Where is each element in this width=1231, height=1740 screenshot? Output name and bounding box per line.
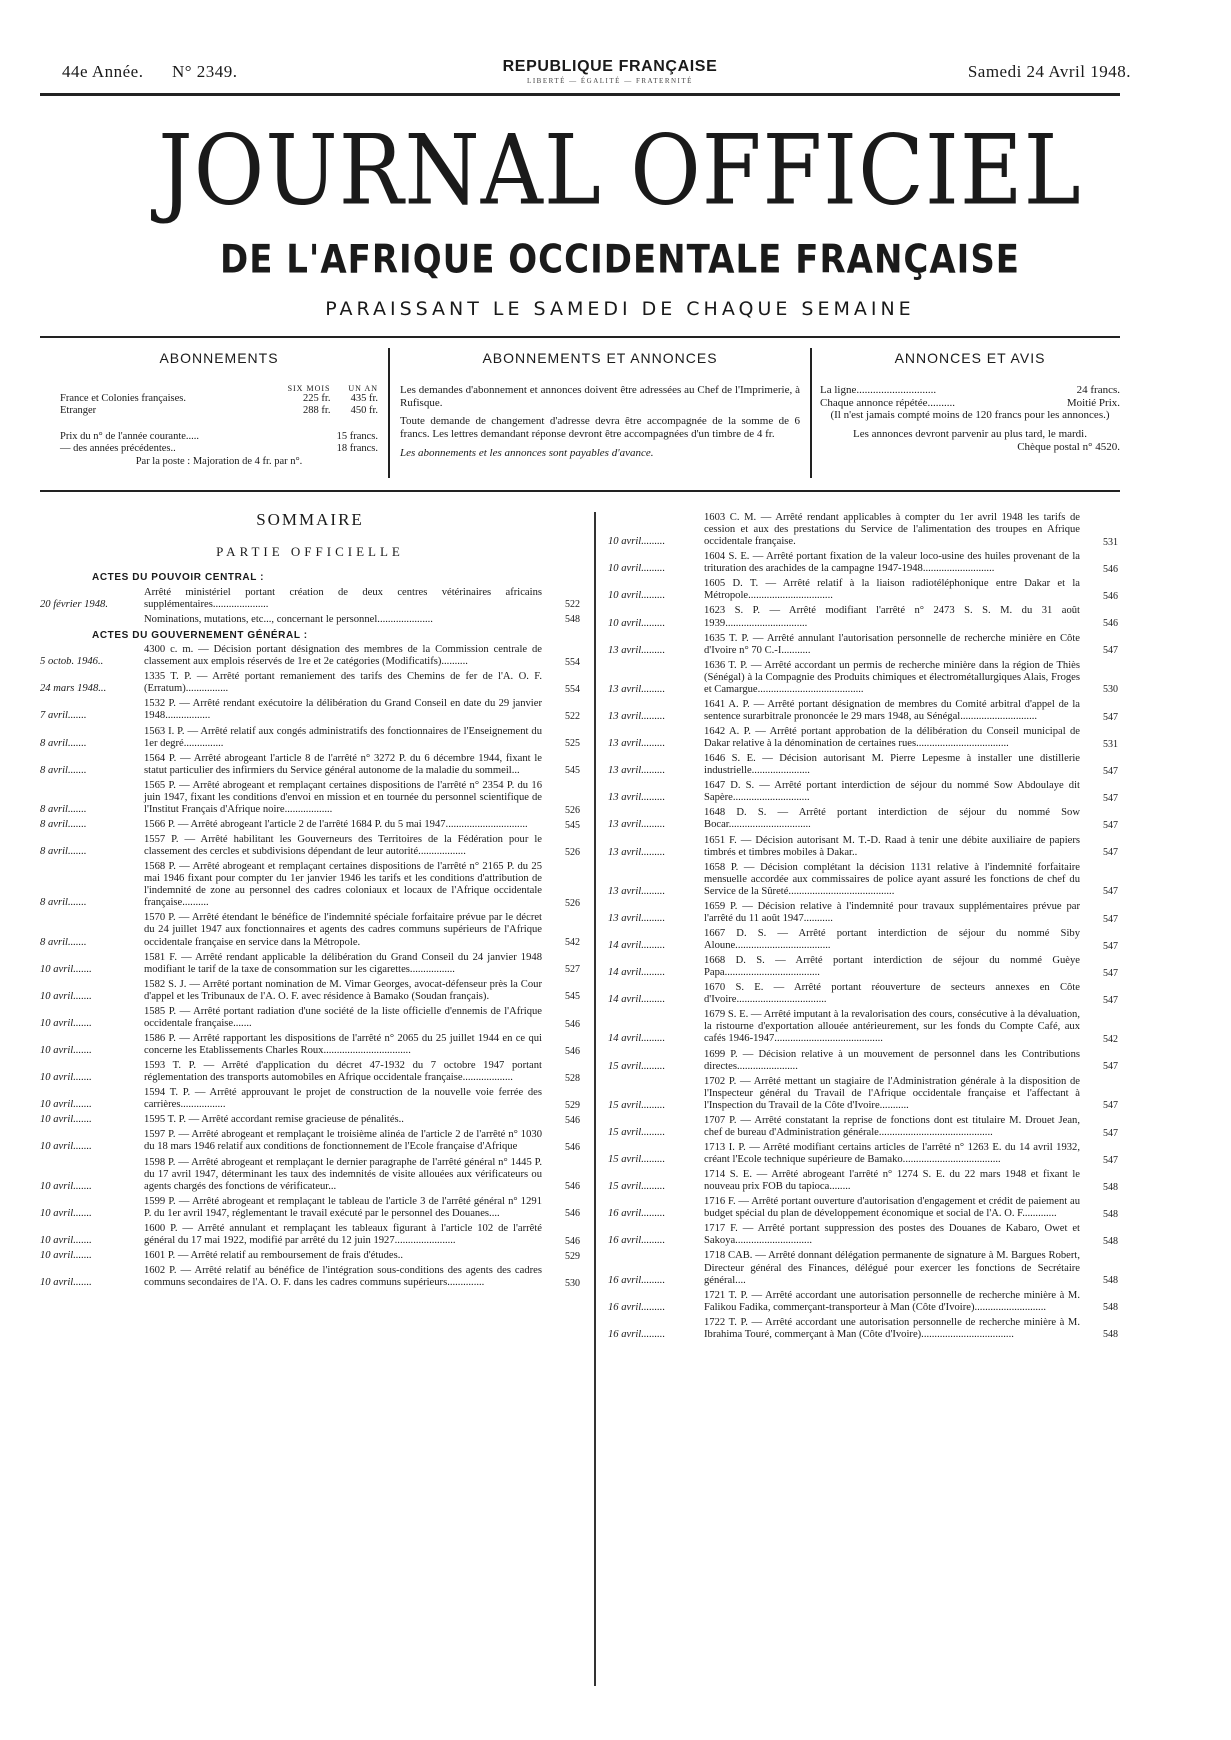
entry-text: 1646 S. E. — Décision autorisant M. Pierre Lepesme à installer une distillerie industrielle...................... bbox=[704, 753, 1080, 777]
entry-date: 16 avril......... bbox=[608, 1235, 666, 1247]
toc-entry bbox=[40, 1265, 580, 1289]
entry-text: 1699 P. — Décision relative à un mouvement de personnel dans les Contributions directes....................... bbox=[704, 1048, 1080, 1072]
republic-title: REPUBLIQUE FRANÇAISE bbox=[502, 58, 718, 75]
entry-date: 10 avril....... bbox=[40, 1045, 92, 1057]
issue-info bbox=[62, 62, 238, 82]
toc-entry bbox=[608, 578, 1118, 602]
masthead-rule bbox=[40, 336, 1120, 338]
entry-date: 10 avril....... bbox=[40, 1072, 92, 1084]
toc-entry bbox=[608, 633, 1118, 657]
entry-page: 529 bbox=[565, 1099, 580, 1111]
entry-text: 1585 P. — Arrêté portant radiation d'une société de la liste officielle d'ennemis de l'Afrique occidentale française....... bbox=[144, 1005, 542, 1029]
entry-date: 16 avril......... bbox=[608, 1274, 666, 1286]
entry-date: 13 avril......... bbox=[608, 738, 666, 750]
entry-page: 531 bbox=[1103, 536, 1118, 548]
entry-text: 1668 D. S. — Arrêté portant interdiction de séjour du nommé Guèye Papa.................................... bbox=[704, 955, 1080, 979]
entry-date: 10 avril......... bbox=[608, 563, 666, 575]
entry-text: 1532 P. — Arrêté rendant exécutoire la délibération du Grand Conseil en date du 29 janvier 1948................. bbox=[144, 698, 542, 722]
table-row: France et Colonies françaises. 225 fr. 435 fr. bbox=[60, 393, 378, 405]
ads-subscriptions-title: ABONNEMENTS ET ANNONCES bbox=[482, 350, 718, 366]
entry-text: 1636 T. P. — Arrêté accordant un permis de recherche minière dans la région de Thiès (Sénégal) à la Compagnie des Produits chimiques et électrométallurgiques Alais, Froges et Camargue........................................ bbox=[704, 659, 1080, 695]
entry-date: 10 avril......... bbox=[608, 590, 666, 602]
toc-entry bbox=[40, 1129, 580, 1153]
entry-page: 547 bbox=[1103, 765, 1118, 777]
toc-entry bbox=[608, 512, 1118, 548]
entry-text: 1707 P. — Arrêté constatant la reprise de fonctions dont est titulaire M. Drouet Jean, chef de bureau d'Administration générale........................................... bbox=[704, 1114, 1080, 1138]
entry-text: 1605 D. T. — Arrêté relatif à la liaison radiotéléphonique entre Dakar et la Métropole................................ bbox=[704, 578, 1080, 602]
republic-block bbox=[460, 58, 760, 85]
entry-page: 548 bbox=[1103, 1181, 1118, 1193]
entry-date: 15 avril......... bbox=[608, 1181, 666, 1193]
entry-text: 1714 S. E. — Arrêté abrogeant l'arrêté n° 1274 S. E. du 22 mars 1948 et fixant le nouveau prix FOB du tapioca........ bbox=[704, 1169, 1080, 1193]
toc-entry bbox=[608, 982, 1118, 1006]
issue-number: N° 2349. bbox=[171, 62, 238, 81]
toc-entry bbox=[40, 644, 580, 668]
entry-page: 554 bbox=[565, 684, 580, 696]
entry-page: 522 bbox=[565, 711, 580, 723]
entry-page: 548 bbox=[1103, 1275, 1118, 1287]
entry-text: 1568 P. — Arrêté abrogeant et remplaçant certaines dispositions de l'arrêté n° 2165 P. du 25 mai 1946 fixant pour compter du 1er janvier 1946 les tarifs et les conditions d'attribution de l'indemnité de zone au personnel des cadres coloniaux et locaux de l'Afrique occidentale française.......... bbox=[144, 861, 542, 909]
entry-date: 10 avril....... bbox=[40, 990, 92, 1002]
entry-text: 1603 C. M. — Arrêté rendant applicables à compter du 1er avril 1948 les tarifs de cession et aux des prestations du Service de l'alimentation des troupes en Afrique occidentale française. bbox=[704, 512, 1080, 548]
entry-text: 1702 P. — Arrêté mettant un stagiaire de l'Administration générale à la disposition de l'Inspecteur général du Travail de l'Afrique occidentale française et l'affectant à l'Inspection du Travail de la Côte d'Ivoire........... bbox=[704, 1075, 1080, 1111]
entry-text: 1713 I. P. — Arrêté modifiant certains articles de l'arrêté n° 1263 E. du 14 avril 1932, créant l'Ecole technique supérieure de Bamako..................................... bbox=[704, 1141, 1080, 1165]
entry-text: 1582 S. J. — Arrêté portant nomination de M. Vimar Georges, avocat-défenseur près la Cour d'appel et les Tribunaux de l'A. O. F. avec résidence à Bamako (Soudan français). bbox=[144, 978, 542, 1002]
entry-text: 1599 P. — Arrêté abrogeant et remplaçant le tableau de l'article 3 de l'arrêté général n° 1291 P. du 1er avril 1947, réglementant le travail exécuté par le personnel des Douanes.... bbox=[144, 1195, 542, 1219]
postal-surcharge: Par la poste : Majoration de 4 fr. par n°. bbox=[135, 455, 303, 467]
entry-page: 548 bbox=[1103, 1208, 1118, 1220]
entry-date: 15 avril......... bbox=[608, 1060, 666, 1072]
toc-entry bbox=[40, 1060, 580, 1084]
entry-date: 24 mars 1948... bbox=[40, 683, 107, 695]
entry-date: 13 avril......... bbox=[608, 644, 666, 656]
toc-entry bbox=[608, 1142, 1118, 1166]
entry-text: 1679 S. E. — Arrêté imputant à la revalorisation des cours, consécutive à la dévaluation, la ristourne d'exportation allouée antérieurement, sur les fonds du Compte Café, aux cafés 1946-1947......................................... bbox=[704, 1009, 1080, 1045]
issue-date: Samedi 24 Avril 1948. bbox=[967, 62, 1131, 81]
toc-entry bbox=[40, 1157, 580, 1193]
masthead-tagline: PARAISSANT LE SAMEDI DE CHAQUE SEMAINE bbox=[325, 298, 915, 320]
toc-entry bbox=[40, 780, 580, 816]
entry-date: 13 avril......... bbox=[608, 792, 666, 804]
entry-text: 1601 P. — Arrêté relatif au remboursement de frais d'études.. bbox=[144, 1249, 404, 1261]
entry-date: 10 avril....... bbox=[40, 1017, 92, 1029]
subscriptions-box bbox=[60, 350, 378, 480]
entry-date: 10 avril....... bbox=[40, 1277, 92, 1289]
entry-page: 548 bbox=[1103, 1236, 1118, 1248]
postal-check: Chèque postal n° 4520. bbox=[1017, 440, 1120, 453]
toc-entry bbox=[40, 671, 580, 695]
entry-date: 14 avril......... bbox=[608, 1033, 666, 1045]
entry-date: 8 avril....... bbox=[40, 764, 87, 776]
entry-text: 1566 P. — Arrêté abrogeant l'article 2 de l'arrêté 1684 P. du 5 mai 1947............................... bbox=[144, 818, 528, 830]
entry-text: 1595 T. P. — Arrêté accordant remise gracieuse de pénalités.. bbox=[144, 1114, 404, 1126]
entry-page: 547 bbox=[1103, 1154, 1118, 1166]
entry-text: 1600 P. — Arrêté annulant et remplaçant les tableaux figurant à l'article 102 de l'arrêté général du 17 mai 1922, modifié par arrêté du 12 juin 1927....................... bbox=[144, 1222, 542, 1246]
toc-entry bbox=[608, 928, 1118, 952]
toc-entry bbox=[608, 1076, 1118, 1112]
toc-left-column bbox=[40, 510, 580, 1292]
toc-title: SOMMAIRE bbox=[256, 510, 364, 529]
entry-date: 13 avril......... bbox=[608, 710, 666, 722]
table-row: Etranger 288 fr. 450 fr. bbox=[60, 405, 378, 417]
entry-text: 1718 CAB. — Arrêté donnant délégation permanente de signature à M. Bargues Robert, Directeur général des Finances, délégué pour exercer les fonctions de Secrétaire général.... bbox=[704, 1250, 1080, 1286]
entry-page: 546 bbox=[1103, 563, 1118, 575]
republic-motto: LIBERTÉ — ÉGALITÉ — FRATERNITÉ bbox=[527, 77, 693, 85]
entry-text: 1565 P. — Arrêté abrogeant et remplaçant certaines dispositions de l'arrêté n° 2354 P. du 16 juin 1947, fixant les conditions d'envoi en mission et en tournée du personnel scientifique de l'Institut Français d'Afrique noire.................. bbox=[144, 779, 542, 815]
entry-date: 7 avril....... bbox=[40, 710, 87, 722]
toc-entry bbox=[40, 1114, 580, 1126]
toc-entry bbox=[40, 952, 580, 976]
entry-page: 547 bbox=[1103, 994, 1118, 1006]
entry-page: 547 bbox=[1103, 886, 1118, 898]
entry-page: 545 bbox=[565, 765, 580, 777]
toc-entry bbox=[40, 587, 580, 611]
entry-date: 15 avril......... bbox=[608, 1099, 666, 1111]
entry-page: 546 bbox=[565, 1115, 580, 1127]
toc-section-heading: ACTES DU POUVOIR CENTRAL : bbox=[92, 572, 265, 584]
entry-date: 10 avril....... bbox=[40, 1114, 92, 1126]
entry-date: 8 avril....... bbox=[40, 737, 87, 749]
entry-page: 547 bbox=[1103, 913, 1118, 925]
entry-text: 1604 S. E. — Arrêté portant fixation de la valeur loco-usine des huiles provenant de la trituration des arachides de la campagne 1947-1948........................... bbox=[704, 551, 1080, 575]
entry-date: 15 avril......... bbox=[608, 1126, 666, 1138]
entry-page: 547 bbox=[1103, 1100, 1118, 1112]
entry-date: 14 avril......... bbox=[608, 940, 666, 951]
subscriptions-table bbox=[60, 384, 378, 417]
toc-entry bbox=[40, 1033, 580, 1057]
entry-text: 1722 T. P. — Arrêté accordant une autorisation personnelle de recherche minière à M. Ibrahima Touré, commerçant à Man (Côte d'Ivoire)................................... bbox=[704, 1316, 1080, 1340]
entry-date: 10 avril....... bbox=[40, 1234, 92, 1246]
entry-date: 10 avril....... bbox=[40, 1207, 92, 1219]
toc-entry bbox=[40, 698, 580, 722]
toc-entry bbox=[608, 726, 1118, 750]
entry-date: 14 avril......... bbox=[608, 967, 666, 979]
entry-page: 547 bbox=[1103, 940, 1118, 952]
entry-page: 527 bbox=[565, 964, 580, 976]
entry-text: 1581 F. — Arrêté rendant applicable la délibération du Grand Conseil du 24 janvier 1948 modifiant le tarif de la taxe de consommation sur les cigarettes................. bbox=[144, 951, 542, 975]
toc-entry bbox=[40, 726, 580, 750]
entry-page: 548 bbox=[565, 614, 580, 626]
entry-date: 16 avril......... bbox=[608, 1328, 666, 1340]
entry-text: 1335 T. P. — Arrêté portant remaniement des tarifs des Chemins de fer de l'A. O. F. (Erratum)................ bbox=[144, 671, 542, 695]
toc-entry bbox=[40, 614, 580, 626]
entry-date: 13 avril......... bbox=[608, 819, 666, 831]
entry-text: 1623 S. P. — Arrêté modifiant l'arrêté n° 2473 S. S. M. du 31 août 1939............................... bbox=[704, 605, 1080, 629]
entry-page: 545 bbox=[565, 819, 580, 831]
entry-page: 548 bbox=[1103, 1329, 1118, 1341]
entry-page: 526 bbox=[565, 846, 580, 858]
entry-text: 1658 P. — Décision complétant la décision 1131 relative à l'indemnité forfaitaire mensuelle accordée aux commissaires de police ayant assuré les fonctions de chef du Service de la Sûreté........................................ bbox=[704, 861, 1080, 897]
masthead-title: JOURNAL OFFICIEL bbox=[158, 115, 1082, 227]
entry-text: 1642 A. P. — Arrêté portant approbation de la délibération du Conseil municipal de Dakar relative à la dénomination de certaines rues................................... bbox=[704, 726, 1080, 750]
toc-entry bbox=[608, 1196, 1118, 1220]
entry-page: 554 bbox=[565, 656, 580, 668]
entry-text: 1564 P. — Arrêté abrogeant l'article 8 de l'arrêté n° 3272 P. du 6 décembre 1944, fixant le statut particulier des infirmiers du Service général autonome de la maladie du sommeil... bbox=[144, 752, 542, 776]
entry-text: 4300 c. m. — Décision portant désignation des membres de la Commission centrale de classement aux emplois réservés de 1re et 2e catégories (Modificatifs).......... bbox=[144, 644, 542, 668]
entry-date: 16 avril......... bbox=[608, 1208, 666, 1220]
column-divider bbox=[594, 512, 596, 1686]
entry-date: 8 avril....... bbox=[40, 818, 87, 830]
toc-section-heading: ACTES DU GOUVERNEMENT GÉNÉRAL : bbox=[92, 629, 308, 641]
entry-date: 10 avril....... bbox=[40, 1099, 92, 1111]
toc-entry bbox=[608, 753, 1118, 777]
entry-text: 1721 T. P. — Arrêté accordant une autorisation personnelle de recherche minière à M. Falikou Fadika, commerçant-transporteur à Man (Côte d'Ivoire)........................... bbox=[704, 1289, 1080, 1313]
toc-entry bbox=[608, 1115, 1118, 1139]
toc-entry bbox=[40, 861, 580, 909]
toc-entry bbox=[608, 1223, 1118, 1247]
entry-page: 546 bbox=[1103, 618, 1118, 630]
toc-entry bbox=[608, 605, 1118, 629]
entry-page: 546 bbox=[565, 1018, 580, 1030]
toc-entry bbox=[608, 1290, 1118, 1314]
entry-page: 547 bbox=[1103, 967, 1118, 979]
toc-entry bbox=[40, 912, 580, 948]
entry-page: 542 bbox=[1103, 1034, 1118, 1046]
entry-page: 547 bbox=[1103, 1127, 1118, 1139]
entry-page: 547 bbox=[1103, 847, 1118, 859]
entry-page: 546 bbox=[565, 1045, 580, 1057]
toc-entry bbox=[40, 753, 580, 777]
toc-entry bbox=[40, 1250, 580, 1262]
entry-text: Nominations, mutations, etc..., concernant le personnel..................... bbox=[144, 613, 433, 625]
col-six-months: SIX MOIS bbox=[287, 384, 331, 394]
toc-entry bbox=[608, 780, 1118, 804]
entry-date: 16 avril......... bbox=[608, 1301, 666, 1313]
entry-page: 525 bbox=[565, 738, 580, 750]
entry-date: 13 avril......... bbox=[608, 846, 666, 858]
entry-text: 1647 D. S. — Arrêté portant interdiction de séjour du nommé Sow Abdoulaye dit Sapère............................. bbox=[704, 780, 1080, 804]
ads-box: ANNONCES ET AVIS La ligne............................. 24 francs. Chaque annonce répétée.......... Moitié Prix. (Il n'est jamais compté moins de 120 francs pour les annonces.) Les annonces devront parvenir au plus tard, le mardi. Chèque postal n° 4520. bbox=[820, 350, 1120, 453]
entry-text: 1557 P. — Arrêté habilitant les Gouverneurs des Territoires de la Fédération pour le classement des cercles et subdivisions dépendant de leur autorité.................. bbox=[144, 834, 542, 858]
entry-text: 1570 P. — Arrêté étendant le bénéfice de l'indemnité spéciale forfaitaire prévue par le décret du 24 juillet 1947 aux fonctionnaires et agents des cadres communs supérieurs de l'Afrique occidentale française en service dans la Métropole. bbox=[144, 912, 542, 948]
toc-entry bbox=[608, 955, 1118, 979]
entry-date: 13 avril......... bbox=[608, 912, 666, 924]
toc-entry bbox=[40, 819, 580, 831]
toc-entry bbox=[40, 1223, 580, 1247]
toc-entry bbox=[608, 551, 1118, 575]
entry-page: 547 bbox=[1103, 820, 1118, 832]
entry-page: 547 bbox=[1103, 1061, 1118, 1073]
entry-page: 547 bbox=[1103, 645, 1118, 657]
entry-text: 1716 F. — Arrêté portant ouverture d'autorisation d'engagement et crédit de paiement au budget spécial du plan de développement économique et social de l'A. O. F............. bbox=[704, 1196, 1080, 1220]
entry-page: 528 bbox=[565, 1072, 580, 1084]
toc-entry bbox=[608, 1169, 1118, 1193]
entry-date: 10 avril....... bbox=[40, 963, 92, 975]
entry-text: 1586 P. — Arrêté rapportant les dispositions de l'arrêté n° 2065 du 25 juillet 1944 en ce qui concerne les Etablissements Charles Roux................................. bbox=[144, 1032, 542, 1057]
entry-date: 15 avril......... bbox=[608, 1154, 666, 1165]
toc-entry bbox=[608, 901, 1118, 925]
entry-date: 8 avril....... bbox=[40, 846, 87, 858]
entry-date: 10 avril......... bbox=[608, 617, 666, 629]
toc-entry bbox=[608, 835, 1118, 859]
col-one-year: UN AN bbox=[348, 384, 378, 394]
box-divider bbox=[810, 348, 812, 478]
toc-part: PARTIE OFFICIELLE bbox=[216, 544, 404, 560]
toc-entry bbox=[40, 1006, 580, 1030]
entry-text: 1667 D. S. — Arrêté portant interdiction de séjour du nommé Siby Aloune.................................... bbox=[704, 927, 1080, 951]
issue-year: 44e Année. bbox=[62, 62, 144, 81]
entry-page: 542 bbox=[565, 937, 580, 949]
toc-right-column bbox=[608, 512, 1118, 1344]
entry-date: 10 avril....... bbox=[40, 1180, 92, 1192]
toc-entry bbox=[608, 1049, 1118, 1073]
entry-text: Arrêté ministériel portant création de deux centres vétérinaires africains supplémentaires..................... bbox=[144, 586, 542, 610]
entry-date: 13 avril......... bbox=[608, 885, 666, 897]
entry-page: 526 bbox=[565, 898, 580, 910]
entry-text: 1635 T. P. — Arrêté annulant l'autorisation personnelle de recherche minière en Côte d'Ivoire n° 70 C.-I........... bbox=[704, 632, 1080, 656]
ads-title: ANNONCES ET AVIS bbox=[894, 350, 1046, 366]
entry-page: 548 bbox=[1103, 1302, 1118, 1314]
header-rule bbox=[40, 93, 1120, 96]
toc-entry bbox=[608, 660, 1118, 696]
entry-page: 546 bbox=[565, 1142, 580, 1154]
entry-text: 1602 P. — Arrêté relatif au bénéfice de l'intégration sous-conditions des agents des cadres communs secondaires de l'A. O. F. dans les cadres communs supérieurs.............. bbox=[144, 1265, 542, 1289]
toc-entry bbox=[40, 1087, 580, 1111]
box-divider bbox=[388, 348, 390, 478]
entry-text: 1717 F. — Arrêté portant suppression des postes des Douanes de Kabaro, Owet et Sakoya............................. bbox=[704, 1223, 1080, 1247]
entry-text: 1597 P. — Arrêté abrogeant et remplaçant le troisième alinéa de l'article 2 de l'arrêté n° 1030 du 18 mars 1946 relatif aux conditions de fonctionnement de l'Ecole française d'Afrique bbox=[144, 1129, 542, 1153]
entry-text: 1594 T. P. — Arrêté approuvant le projet de construction de la nouvelle voie ferrée des carrières................. bbox=[144, 1087, 542, 1111]
entry-page: 546 bbox=[1103, 591, 1118, 603]
toc-entry bbox=[608, 1009, 1118, 1045]
entry-text: 1563 I. P. — Arrêté relatif aux congés administratifs des fonctionnaires de l'Enseignement du 1er degré............... bbox=[144, 725, 542, 749]
entry-page: 547 bbox=[1103, 711, 1118, 723]
entry-date: 8 avril....... bbox=[40, 803, 87, 815]
entry-page: 522 bbox=[565, 599, 580, 611]
ads-subscriptions-box: ABONNEMENTS ET ANNONCES Les demandes d'abonnement et annonces doivent être adressées au Chef de l'Imprimerie, à Rufisque. Toute demande de changement d'adresse devra être accompagnée de la somme de 6 francs. Les lettres demandant réponse devront être accompagnées d'un timbre de 4 fr. Les abonnements et les annonces sont payables d'avance. bbox=[400, 350, 800, 459]
entry-text: 1593 T. P. — Arrêté d'application du décret 47-1932 du 7 octobre 1947 portant réglementation des transports automobiles en Afrique occidentale française................... bbox=[144, 1060, 542, 1084]
entry-text: 1670 S. E. — Arrêté portant réouverture de secteurs annexes en Côte d'Ivoire.................................. bbox=[704, 982, 1080, 1006]
toc-entry bbox=[40, 979, 580, 1003]
entry-text: 1659 P. — Décision relative à l'indemnité pour travaux supplémentaires prévue par l'arrêté du 11 août 1947........... bbox=[704, 900, 1080, 924]
entry-text: 1648 D. S. — Arrêté portant interdiction de séjour du nommé Sow Bocar............................... bbox=[704, 807, 1080, 831]
entry-text: 1598 P. — Arrêté abrogeant et remplaçant le dernier paragraphe de l'arrêté général n° 1445 P. du 17 avril 1947, déterminant les taux des indemnités de visite allouées aux vérificateurs ou agents chargés des fonctions de vérificateur... bbox=[144, 1156, 542, 1192]
toc-entry bbox=[608, 1317, 1118, 1341]
entry-page: 529 bbox=[565, 1250, 580, 1262]
issue-prices: Prix du n° de l'année courante..... 15 francs. — des années précédentes.. 18 francs. Par la poste : Majoration de 4 fr. par n°. bbox=[60, 431, 378, 467]
entry-date: 10 avril....... bbox=[40, 1249, 92, 1261]
entry-date: 14 avril......... bbox=[608, 994, 666, 1006]
entry-text: 1651 F. — Décision autorisant M. T.-D. Raad à tenir une débite auxiliaire de papiers timbrés et timbres mobiles à Dakar.. bbox=[704, 834, 1080, 858]
masthead-subtitle: DE L'AFRIQUE OCCIDENTALE FRANÇAISE bbox=[219, 237, 1021, 283]
entry-page: 546 bbox=[565, 1181, 580, 1193]
entry-date: 5 octob. 1946.. bbox=[40, 656, 104, 668]
toc-entry bbox=[608, 699, 1118, 723]
entry-page: 526 bbox=[565, 804, 580, 816]
entry-date: 13 avril......... bbox=[608, 683, 666, 695]
toc-entry bbox=[40, 1196, 580, 1220]
toc-entry bbox=[40, 834, 580, 858]
toc-entry bbox=[608, 1250, 1118, 1286]
boxes-rule bbox=[40, 490, 1120, 492]
entry-date: 10 avril......... bbox=[608, 536, 666, 548]
entry-page: 531 bbox=[1103, 738, 1118, 750]
toc-entry bbox=[608, 862, 1118, 898]
entry-page: 530 bbox=[1103, 684, 1118, 696]
entry-date: 8 avril....... bbox=[40, 936, 87, 948]
entry-page: 546 bbox=[565, 1208, 580, 1220]
entry-date: 20 février 1948. bbox=[40, 598, 108, 610]
entry-page: 530 bbox=[565, 1277, 580, 1289]
entry-page: 547 bbox=[1103, 792, 1118, 804]
entry-text: 1641 A. P. — Arrêté portant désignation de membres du Comité arbitral d'appel de la sentence surarbitrale prononcée le 29 mars 1948, au Sénégal............................. bbox=[704, 698, 1080, 722]
entry-date: 13 avril......... bbox=[608, 765, 666, 777]
toc-entry bbox=[608, 807, 1118, 831]
subscriptions-title: ABONNEMENTS bbox=[159, 350, 279, 366]
entry-page: 546 bbox=[565, 1235, 580, 1247]
entry-date: 8 avril....... bbox=[40, 897, 87, 909]
entry-page: 545 bbox=[565, 991, 580, 1003]
entry-date: 10 avril....... bbox=[40, 1141, 92, 1153]
